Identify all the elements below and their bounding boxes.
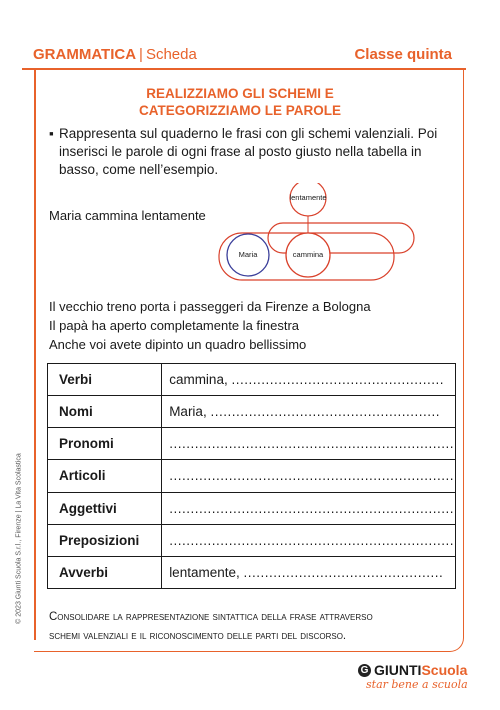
answer-cell[interactable] [162, 428, 456, 460]
answer-dots: ................................................................... [169, 468, 454, 484]
answer-dots: .................................................. [231, 372, 445, 388]
answer-cell[interactable] [162, 460, 456, 492]
example-sentence: Maria cammina lentamente [49, 208, 206, 223]
table-row [48, 556, 456, 588]
subject-label: GRAMMATICA [33, 46, 137, 63]
giunti-logo-icon: G [358, 664, 371, 677]
answer-prefix: cammina, [169, 372, 228, 388]
class-label: Classe quinta [354, 46, 452, 63]
subject-word: Maria [238, 250, 258, 259]
sheet-type-label: Scheda [145, 46, 197, 63]
category-label: Preposizioni [48, 524, 162, 556]
table-row [48, 524, 456, 556]
logo-tagline: star bene a scuola [366, 678, 468, 691]
instruction-text: Rappresenta sul quaderno le frasi con gli schemi valenziali. Poi inserisci le parole di ogni frase al posto giusto nella tabella in basso, come nell’esempio. [59, 126, 438, 177]
exercise-sentence-3: Anche voi avete dipinto un quadro bellissimo [49, 337, 307, 352]
answer-dots: ...................................................... [210, 404, 441, 420]
category-label: Pronomi [48, 428, 162, 460]
title-line-2: CATEGORIZZIAMO LE PAROLE [139, 103, 341, 118]
bullet-icon: ▪ [49, 126, 54, 141]
answer-dots: ............................................... [243, 564, 444, 580]
answer-dots: ................................................................... [169, 436, 454, 452]
answer-prefix: Maria, [169, 404, 207, 420]
exercise-sentence-1: Il vecchio treno porta i passeggeri da Firenze a Bologna [49, 299, 371, 314]
category-label: Articoli [48, 460, 162, 492]
instruction [49, 125, 449, 179]
page-frame-left [34, 70, 36, 640]
answer-cell[interactable] [162, 524, 456, 556]
answer-cell[interactable] [162, 556, 456, 588]
title-line-1: REALIZZIAMO GLI SCHEMI E [146, 86, 334, 101]
objective-line-2: schemi valenziali e il riconoscimento delle parti del discorso. [49, 630, 347, 642]
table-row [48, 492, 456, 524]
valency-diagram [215, 183, 415, 288]
answer-dots: ................................................................... [169, 500, 454, 516]
logo-brand-accent: Scuola [421, 662, 468, 678]
answer-cell[interactable] [162, 364, 456, 396]
logo-wordmark [358, 662, 468, 678]
answer-cell[interactable] [162, 492, 456, 524]
category-label: Verbi [48, 364, 162, 396]
category-label: Nomi [48, 396, 162, 428]
exercise-sentence-2: Il papà ha aperto completamente la finestra [49, 318, 300, 333]
table-row [48, 460, 456, 492]
header-separator: | [139, 46, 143, 63]
publisher-logo [358, 662, 468, 691]
copyright-notice: © 2023 Giunti Scuola S.r.l., Firenze | La Vita Scolastica [15, 453, 23, 624]
answer-cell[interactable] [162, 396, 456, 428]
table-row [48, 396, 456, 428]
adverb-word: lentamente [289, 193, 327, 202]
table-row [48, 364, 456, 396]
word-category-table [47, 363, 456, 589]
table-row [48, 428, 456, 460]
answer-dots: ................................................................... [169, 532, 454, 548]
objective-line-1: Consolidare la rappresentazione sintattica della frase attraverso [49, 611, 373, 623]
category-label: Aggettivi [48, 492, 162, 524]
learning-objective [49, 608, 449, 646]
answer-prefix: lentamente, [169, 564, 240, 580]
category-label: Avverbi [48, 556, 162, 588]
header-subject [33, 46, 197, 63]
logo-brand: GIUNTI [374, 662, 422, 678]
verb-word: cammina [292, 250, 324, 259]
